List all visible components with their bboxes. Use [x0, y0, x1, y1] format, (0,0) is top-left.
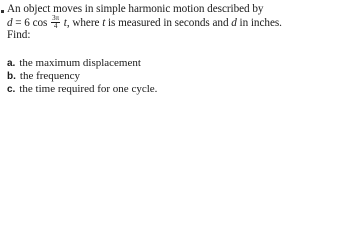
- item-letter: a.: [7, 58, 16, 69]
- item-text: the time required for one cycle.: [19, 83, 158, 95]
- bullet-marker: [1, 10, 4, 13]
- item-text: the frequency: [19, 70, 81, 82]
- variable-d: d: [7, 17, 13, 30]
- find-label: Find:: [7, 29, 31, 41]
- problem-line-1: An object moves in simple harmonic motion described by: [7, 3, 264, 15]
- angular-frequency-fraction: [51, 15, 60, 30]
- equation-prefix: = 6 cos: [15, 17, 51, 30]
- variable-d-2: d: [231, 17, 237, 30]
- equation-mid-2: is measured in seconds and: [105, 17, 232, 30]
- list-item: [7, 83, 157, 96]
- variable-t: t: [63, 17, 67, 30]
- list-item: [7, 57, 141, 70]
- equation-mid: , where: [66, 17, 103, 30]
- problem-text: [0, 0, 338, 112]
- item-letter: c.: [7, 84, 16, 95]
- list-item: [7, 70, 80, 83]
- variable-t-2: t: [102, 17, 106, 30]
- fraction-denominator: 4: [53, 22, 58, 30]
- item-letter: b.: [7, 71, 16, 82]
- fraction-numerator: 3π: [52, 14, 60, 22]
- item-text: the maximum displacement: [19, 57, 141, 69]
- problem-line-2: [7, 16, 282, 31]
- equation-suffix: in inches.: [236, 17, 282, 30]
